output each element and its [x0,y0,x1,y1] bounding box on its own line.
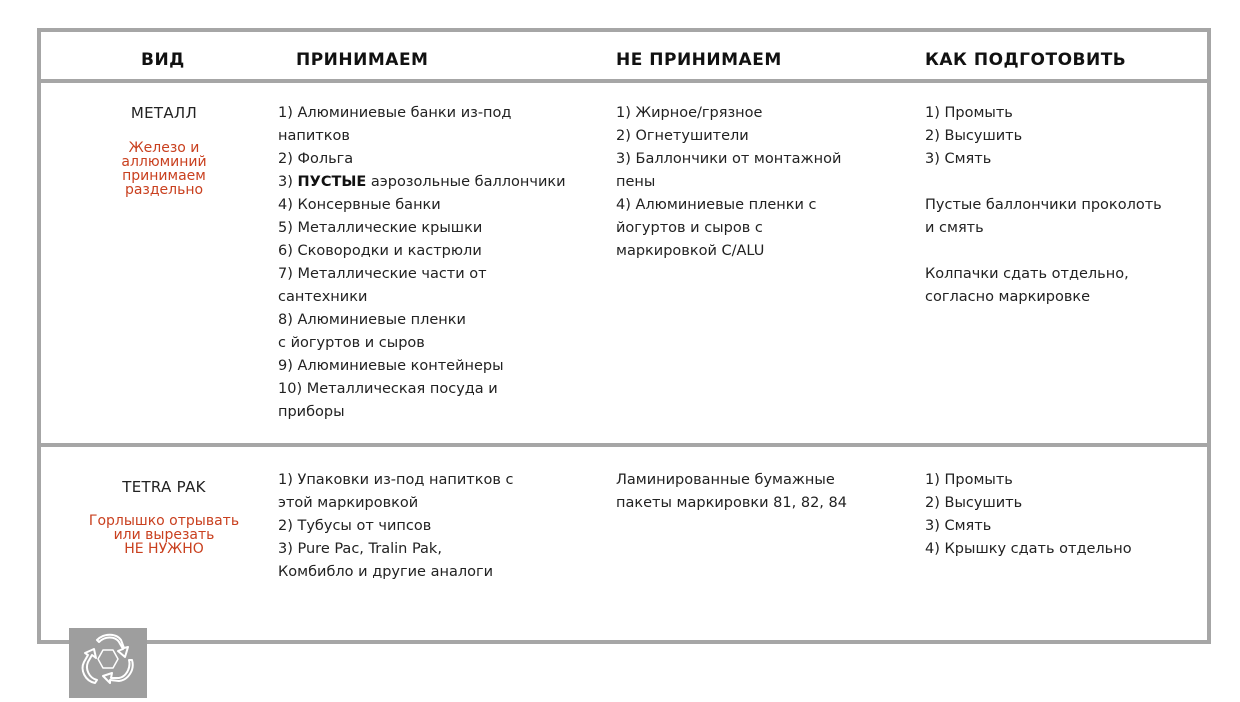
recycle-icon [69,628,147,698]
list-item: 1) Промыть [925,105,1013,121]
list-item: 10) Металлическая посуда и [278,381,498,397]
list-item: Ламинированные бумажные [616,472,835,488]
list-item: и смять [925,220,984,236]
list-item: 4) Консервные банки [278,197,441,213]
list-item: 1) Упаковки из-под напитков с [278,472,514,488]
row-note: Горлышко отрывать или вырезать НЕ НУЖНО [88,513,240,557]
prepare-list [925,469,1132,561]
list-item: напитков [278,128,350,144]
header-reject: НЕ ПРИНИМАЕМ [616,50,782,70]
list-item: 3) ПУСТЫЕ аэрозольные баллончики [278,174,566,190]
list-spacer [925,240,1162,263]
list-item: 3) Pure Pac, Tralin Pak, [278,541,442,557]
list-item: пены [616,174,656,190]
reject-list [616,469,847,515]
list-item: 3) Смять [925,518,992,534]
list-item: с йогуртов и сыров [278,335,425,351]
list-item: 5) Металлические крышки [278,220,483,236]
list-item: пакеты маркировки 81, 82, 84 [616,495,847,511]
list-item: 2) Высушить [925,128,1023,144]
list-item: сантехники [278,289,368,305]
accept-list [278,469,513,584]
list-item: 8) Алюминиевые пленки [278,312,466,328]
list-item: 4) Крышку сдать отдельно [925,541,1132,557]
list-item: 2) Высушить [925,495,1023,511]
recycle-logo [69,628,147,698]
reject-list [616,102,841,263]
list-item: 4) Алюминиевые пленки с [616,197,817,213]
recycling-table [37,28,1211,644]
list-item: приборы [278,404,345,420]
row-note: Железо и аллюминий принимаем раздельно [121,140,207,198]
list-item: 3) Смять [925,151,992,167]
header-prepare: КАК ПОДГОТОВИТЬ [925,50,1127,70]
prepare-list [925,102,1162,309]
list-item: 7) Металлические части от [278,266,487,282]
list-item: маркировкой C/ALU [616,243,765,259]
header-kind: ВИД [141,50,185,70]
row-kind: МЕТАЛЛ [130,104,198,122]
row-kind: TETRA PAK [122,478,206,496]
list-item: 6) Сковородки и кастрюли [278,243,482,259]
list-item: Комбибло и другие аналоги [278,564,494,580]
row-divider [41,443,1207,447]
list-item: Пустые баллончики проколоть [925,197,1162,213]
list-item: этой маркировкой [278,495,419,511]
list-item: йогуртов и сыров с [616,220,763,236]
list-item: 2) Огнетушители [616,128,749,144]
list-item: согласно маркировке [925,289,1091,305]
list-item: 1) Промыть [925,472,1013,488]
list-item: 1) Жирное/грязное [616,105,763,121]
list-item: 3) Баллончики от монтажной [616,151,842,167]
list-item: 2) Фольга [278,151,354,167]
list-spacer [925,171,1162,194]
list-item: 2) Тубусы от чипсов [278,518,432,534]
accept-list [278,102,566,424]
list-item: Колпачки сдать отдельно, [925,266,1129,282]
header-accept: ПРИНИМАЕМ [296,50,429,70]
table-header [41,32,1207,83]
list-item: 9) Алюминиевые контейнеры [278,358,504,374]
list-item: 1) Алюминиевые банки из-под [278,105,512,121]
